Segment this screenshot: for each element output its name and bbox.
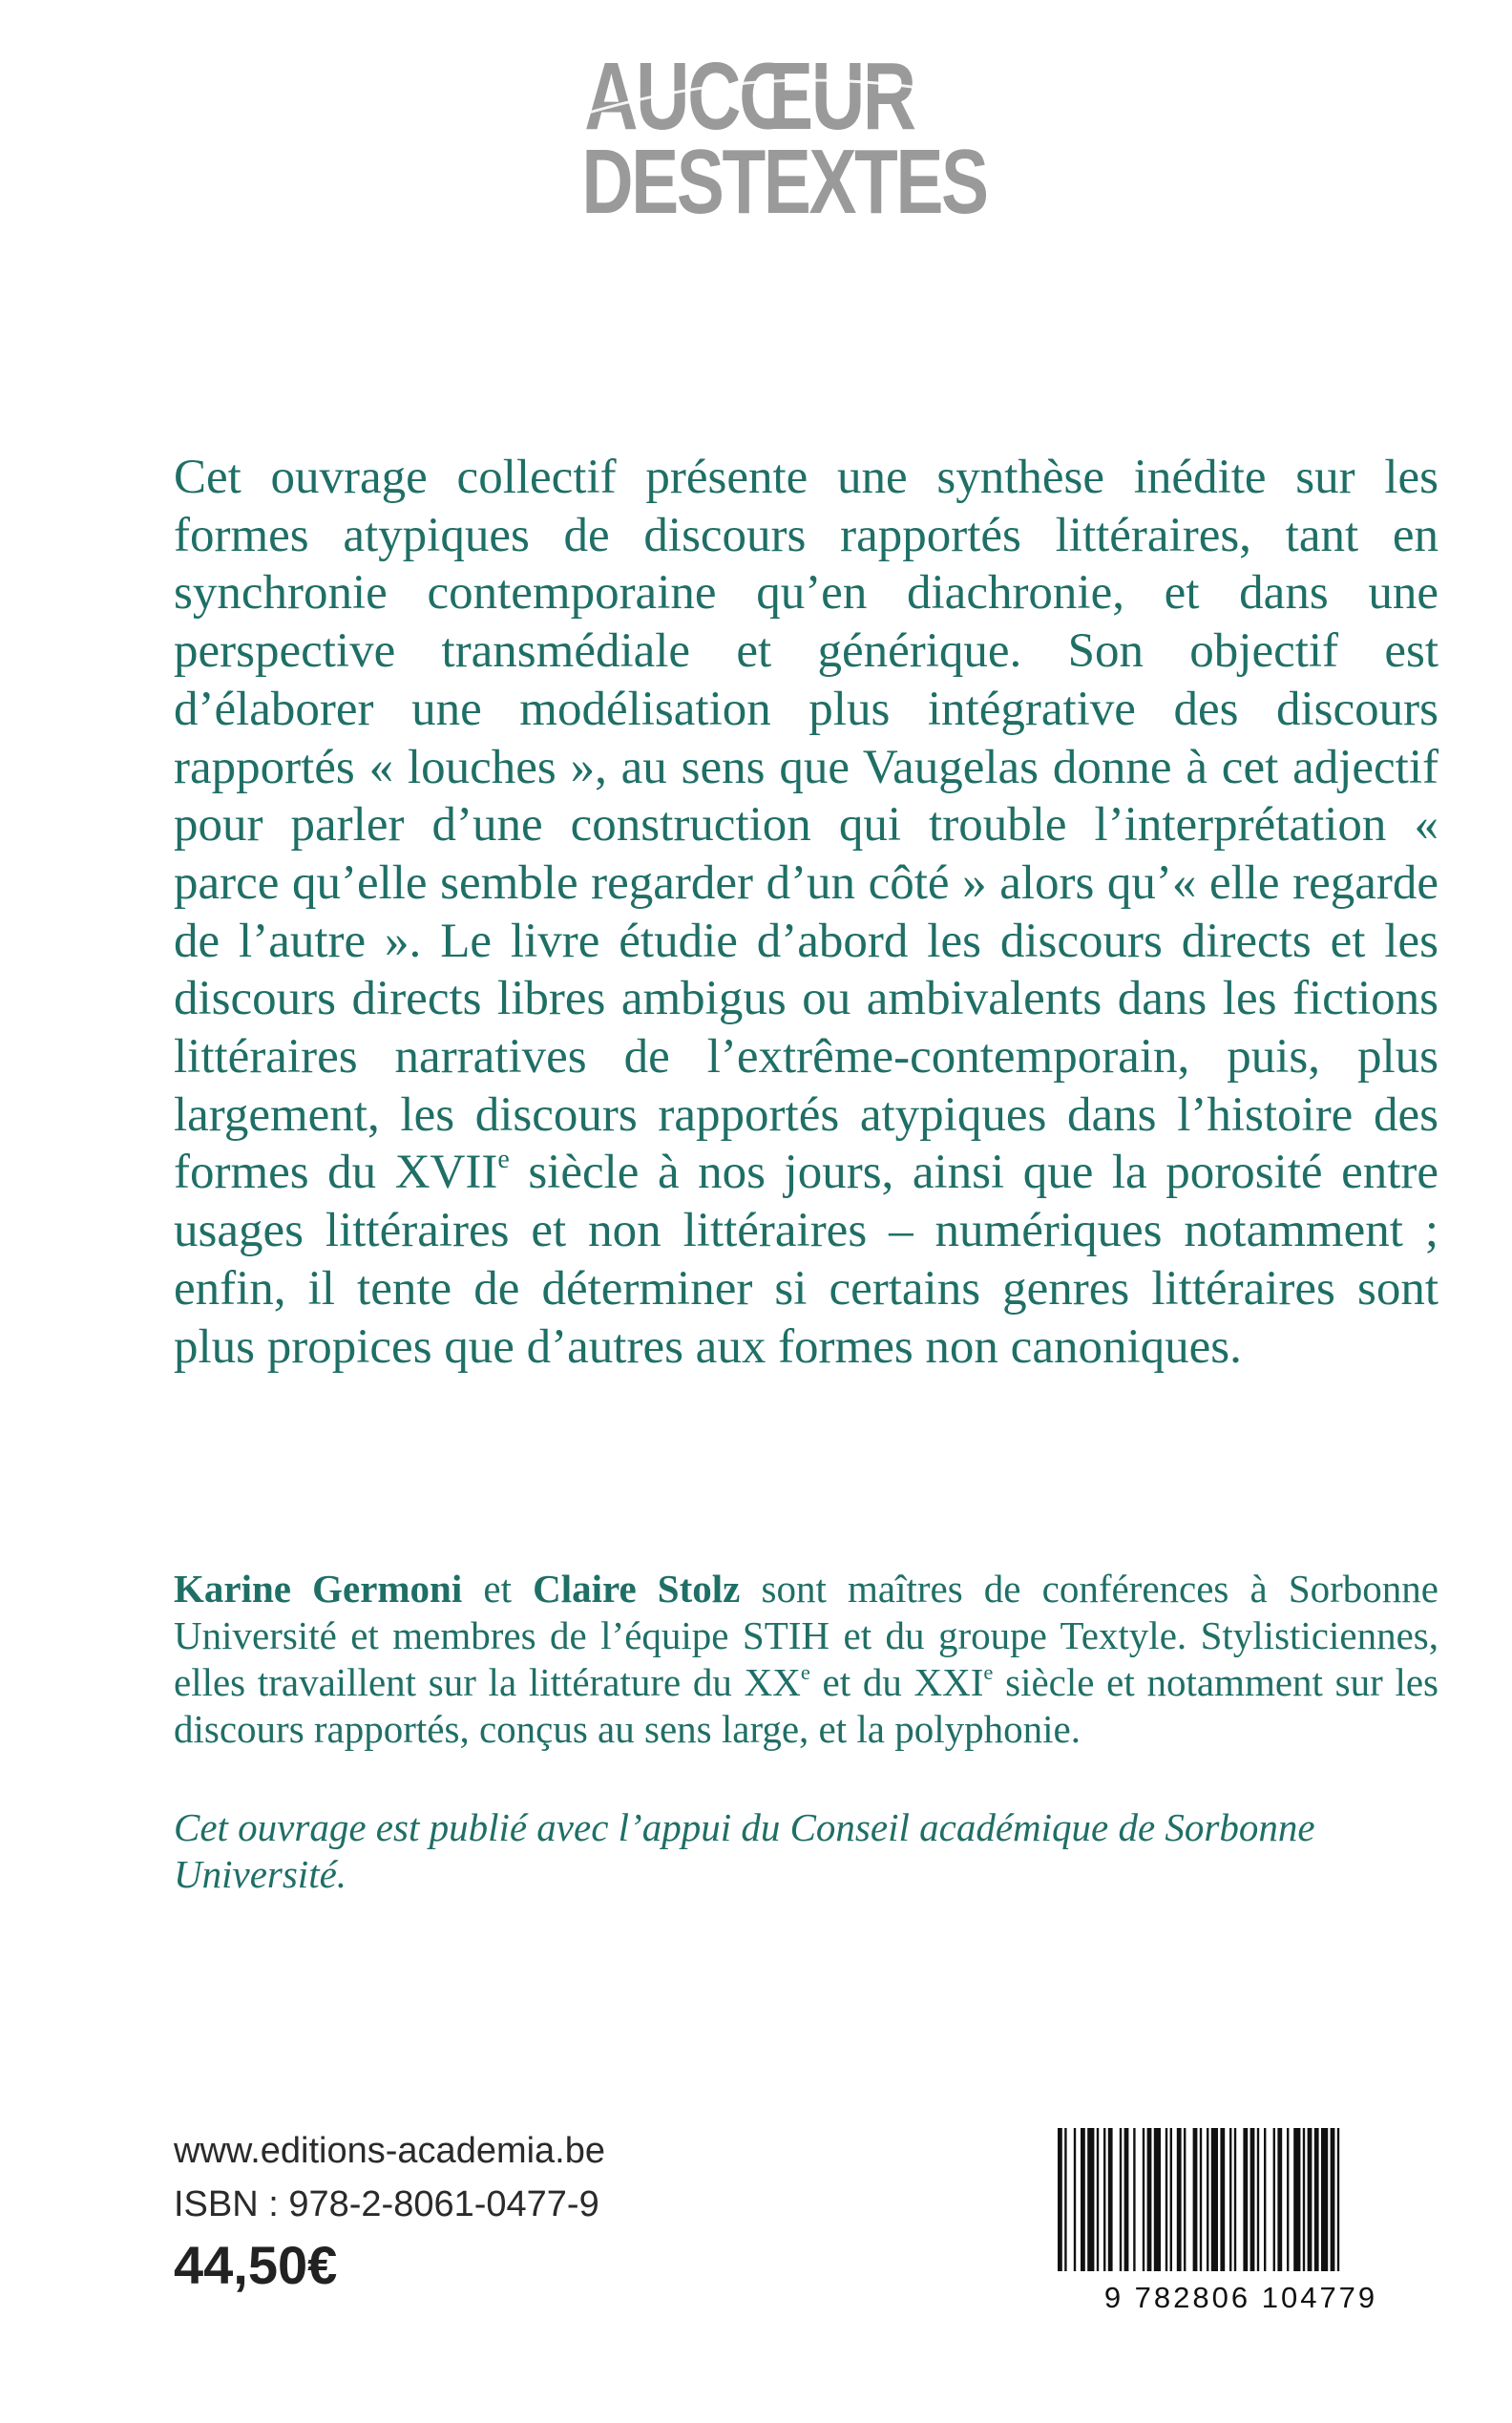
bio-superscript-1: e bbox=[800, 1660, 810, 1685]
bio-superscript-2: e bbox=[983, 1660, 994, 1685]
blurb-superscript: e bbox=[497, 1145, 510, 1175]
author-bio bbox=[174, 1566, 1438, 1753]
barcode-bar bbox=[1337, 2128, 1339, 2271]
barcode-bar bbox=[1108, 2128, 1113, 2271]
barcode-bar bbox=[1147, 2128, 1152, 2271]
barcode-bar bbox=[1170, 2128, 1172, 2271]
logo-line-1: AUCŒUR bbox=[584, 43, 914, 150]
barcode-bar bbox=[1087, 2128, 1094, 2271]
logo-line-2: DESTEXTES bbox=[581, 131, 987, 233]
barcode-bar bbox=[1166, 2128, 1167, 2271]
barcode-bar bbox=[1243, 2128, 1248, 2271]
blurb-part-2: siècle à nos jours, ainsi que la porosité entre usages littéraires et non littéraires – numériques notamment ; enfin, il tente de déterminer si certains genres littéraires sont plus propices que d’autres aux formes non canoniques. bbox=[174, 1146, 1439, 1374]
bio-text-1: sont maîtres de conférences à Sorbonne Université et membres de l’équipe STIH et du groupe Textyle. Stylisticiennes, elles travaillent sur la littérature du XX bbox=[174, 1567, 1438, 1704]
support-note: Cet ouvrage est publié avec l’appui du Conseil académique de Sorbonne Université. bbox=[174, 1805, 1315, 1896]
barcode-bar bbox=[1207, 2128, 1208, 2271]
bio-text-3: siècle et notamment sur les discours rapportés, conçus au sens large, et la polyphonie. bbox=[174, 1660, 1438, 1751]
barcode-bar bbox=[1273, 2128, 1275, 2271]
publisher-info bbox=[174, 2124, 605, 2231]
barcode-bar bbox=[1103, 2128, 1105, 2271]
barcode-bar bbox=[1264, 2128, 1266, 2271]
author-name-2: Claire Stolz bbox=[533, 1567, 741, 1611]
barcode-bar bbox=[1177, 2128, 1182, 2271]
barcode-bar bbox=[1331, 2128, 1335, 2271]
logo-arc-icon bbox=[573, 67, 974, 124]
barcode-bar bbox=[1200, 2128, 1202, 2271]
barcode-bar bbox=[1277, 2128, 1282, 2271]
blurb-part-1: Cet ouvrage collectif présente une synthèse inédite sur les formes atypiques de discours rapportés littéraires, tant en synchronie contemporaine qu’en diachronie, et dans une perspective transmédiale et générique. Son objectif est d’élaborer une modélisation plus intégrative des discours rapportés « louches », au sens que Vaugelas donne à cet adjectif pour parler d’une construction qui trouble l’interprétation « parce qu’elle semble regarder d’un côté » alors qu’« elle regarde de l’autre ». Le livre étudie d’abord les discours directs et les discours directs libres ambigus ou ambivalents dans les fictions littéraires narratives de l’extrême-contemporain, puis, plus largement, les discours rapportés atypiques dans l’histoire des formes du XVII bbox=[174, 451, 1438, 1200]
barcode-bar bbox=[1303, 2128, 1305, 2271]
blurb-text bbox=[174, 449, 1438, 1376]
barcode-bar bbox=[1064, 2128, 1066, 2271]
barcode-bar bbox=[1143, 2128, 1144, 2271]
price-label: 44,50€ bbox=[174, 2235, 338, 2295]
author-name-1: Karine Germoni bbox=[174, 1567, 463, 1611]
barcode-bar bbox=[1211, 2128, 1218, 2271]
barcode-bar bbox=[1120, 2128, 1122, 2271]
barcode-bar bbox=[1124, 2128, 1129, 2271]
barcode-bar bbox=[1287, 2128, 1289, 2271]
barcode-bar bbox=[1321, 2128, 1328, 2271]
barcode-bar bbox=[1308, 2128, 1312, 2271]
barcode-bar bbox=[1074, 2128, 1076, 2271]
publisher-website[interactable]: www.editions-academia.be bbox=[174, 2131, 606, 2171]
bio-text-2: et du XXI bbox=[809, 1660, 984, 1704]
barcode-bar bbox=[1229, 2128, 1231, 2271]
isbn-text: ISBN : 978-2-8061-0477-9 bbox=[174, 2184, 599, 2224]
barcode-bar bbox=[1314, 2128, 1319, 2271]
barcode-bar bbox=[1193, 2128, 1198, 2271]
barcode-bar bbox=[1250, 2128, 1255, 2271]
barcode-bar bbox=[1293, 2128, 1300, 2271]
barcode-bar bbox=[1081, 2128, 1085, 2271]
barcode-bar bbox=[1097, 2128, 1099, 2271]
barcode-bar bbox=[1184, 2128, 1186, 2271]
barcode-bar bbox=[1257, 2128, 1259, 2271]
barcode-bar bbox=[1220, 2128, 1225, 2271]
bio-and: et bbox=[462, 1567, 534, 1611]
barcode-digits: 9 782806 104779 bbox=[1103, 2281, 1378, 2314]
barcode-bar bbox=[1234, 2128, 1236, 2271]
barcode-icon bbox=[1050, 2124, 1432, 2315]
barcode-bar bbox=[1133, 2128, 1135, 2271]
barcode-bars bbox=[1058, 2128, 1339, 2271]
barcode-bar bbox=[1154, 2128, 1161, 2271]
barcode-bar bbox=[1058, 2128, 1062, 2271]
